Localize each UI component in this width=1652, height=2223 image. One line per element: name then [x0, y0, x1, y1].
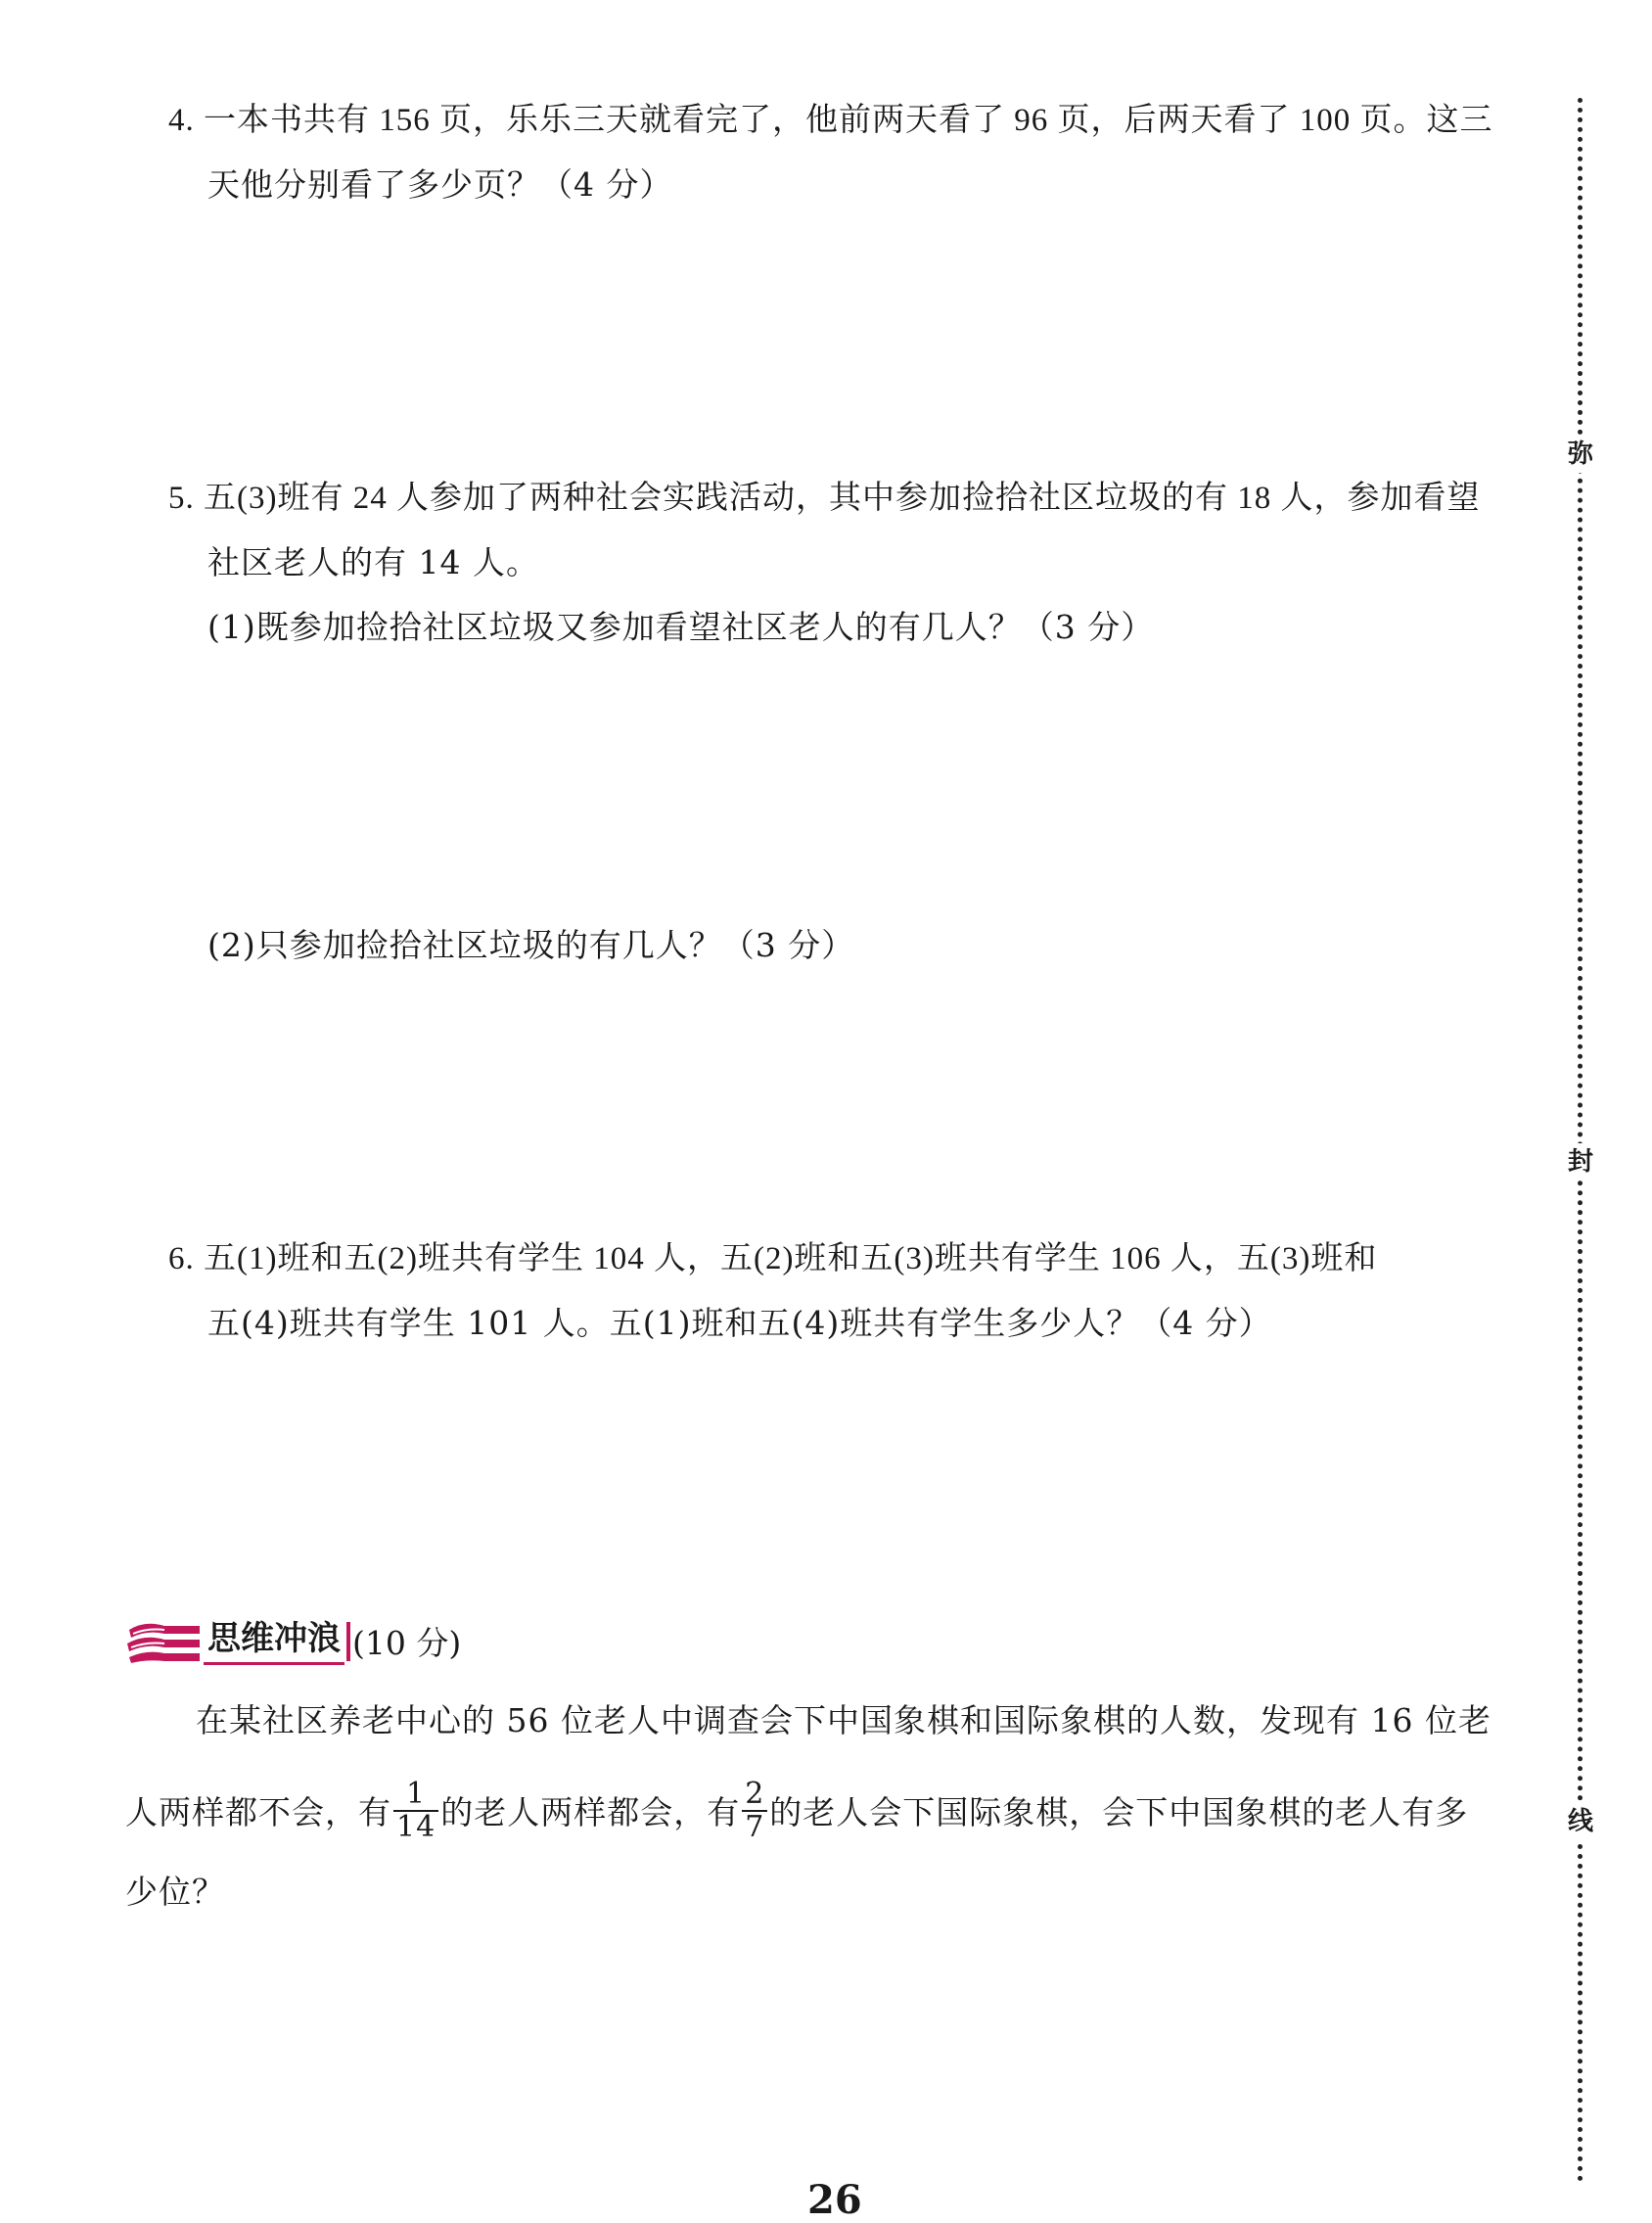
challenge-line2: [125, 1777, 1469, 1847]
section-title: 思维冲浪: [204, 1617, 344, 1665]
section-score: (10 分): [352, 1624, 462, 1662]
frac2-denominator: 7: [745, 1810, 765, 1844]
q5-sub2: (2)只参加捡拾社区垃圾的有几人？（3 分）: [207, 926, 855, 964]
challenge-line3: 少位？: [125, 1873, 225, 1911]
frac1-denominator: 14: [396, 1810, 436, 1844]
challenge-text-a: 人两样都不会，有: [125, 1793, 391, 1831]
frac1-numerator: 1: [393, 1779, 438, 1812]
books-icon: [125, 1616, 204, 1665]
q6-line1: 6. 五(1)班和五(2)班共有学生 104 人，五(2)班和五(3)班共有学生 106 人，五(3)班和: [168, 1241, 1378, 1276]
q4-line2: 天他分别看了多少页？（4 分）: [207, 165, 673, 204]
binding-label-mi: 弥: [1562, 436, 1599, 473]
page-number: 26: [807, 2177, 862, 2223]
q4-line1: 4. 一本书共有 156 页，乐乐三天就看完了，他前两天看了 96 页，后两天看了 100 页。这三: [168, 103, 1493, 138]
section-divider: [346, 1622, 350, 1661]
q5-line2: 社区老人的有 14 人。: [207, 543, 539, 581]
q5-sub1: (1)既参加捡拾社区垃圾又参加看望社区老人的有几人？（3 分）: [207, 608, 1155, 646]
fraction-two-sevenths: [742, 1779, 767, 1843]
binding-label-xian: 线: [1562, 1803, 1599, 1840]
section-header: [125, 1610, 461, 1665]
challenge-text-b: 的老人两样都会，有: [440, 1793, 741, 1831]
q5-line1: 5. 五(3)班有 24 人参加了两种社会实践活动，其中参加捡拾社区垃圾的有 18 人，参加看望: [168, 481, 1481, 516]
binding-label-feng: 封: [1562, 1143, 1599, 1181]
q6-line2: 五(4)班共有学生 101 人。五(1)班和五(4)班共有学生多少人？（4 分）: [207, 1304, 1272, 1342]
binding-dotted-line: [1578, 98, 1583, 2183]
challenge-text-c: 的老人会下国际象棋，会下中国象棋的老人有多: [769, 1793, 1469, 1831]
frac2-numerator: 2: [742, 1779, 767, 1812]
fraction-one-fourteenth: [393, 1779, 438, 1843]
challenge-line1: 在某社区养老中心的 56 位老人中调查会下中国象棋和国际象棋的人数，发现有 16 位老: [196, 1701, 1491, 1739]
